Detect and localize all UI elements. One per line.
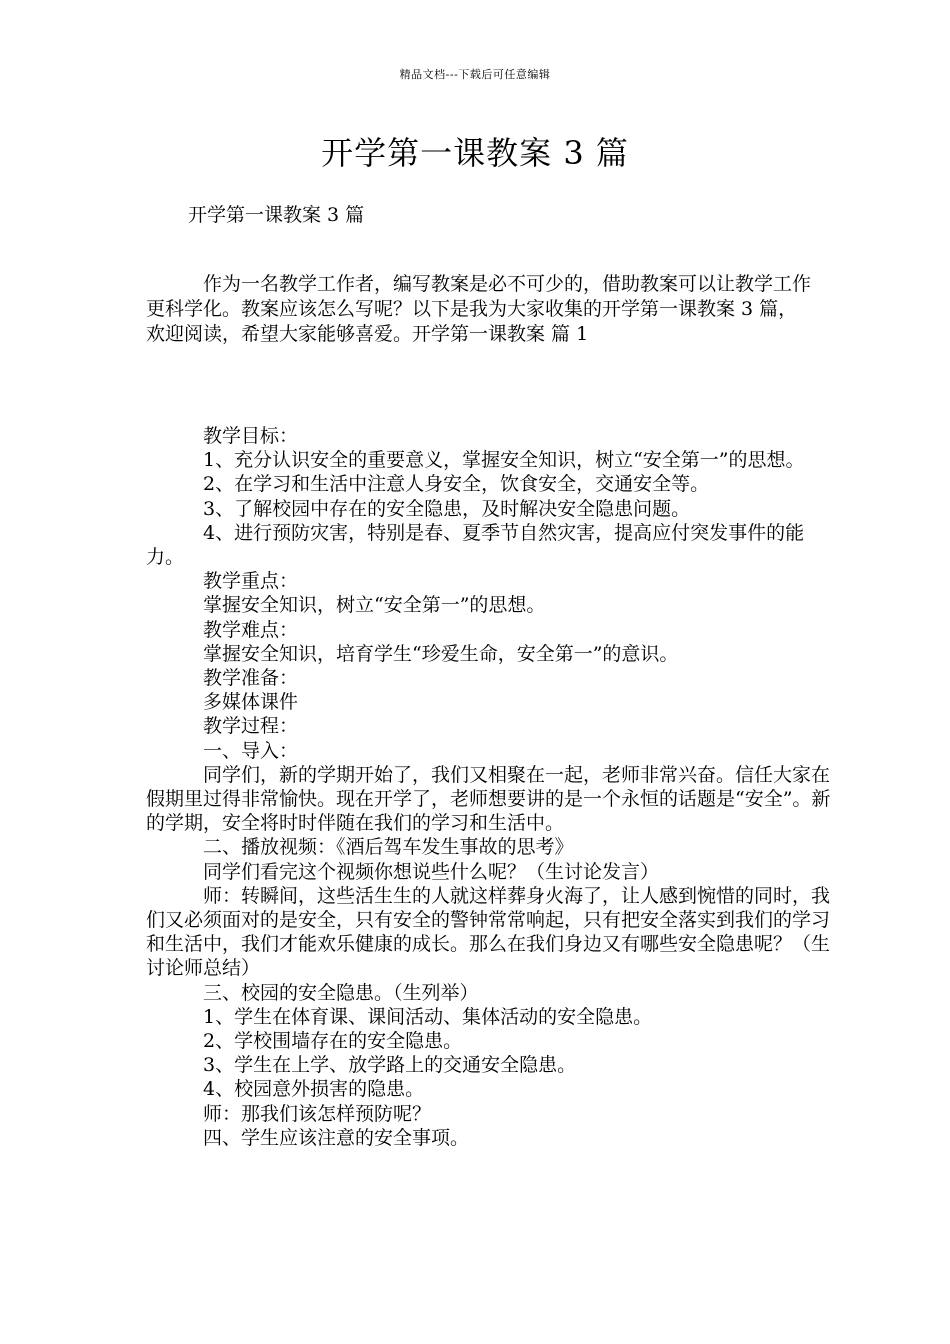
paragraph: 多媒体课件	[203, 691, 299, 714]
intro-paragraph: 作为一名教学工作者，编写教案是必不可少的，借助教案可以让教学工作更科学化。教案应该怎么写呢？以下是我为大家收集的开学第一课教案 3 篇，欢迎阅读，希望大家能够喜爱。开学第一课教案 篇 1	[146, 273, 812, 345]
paragraph: 四、学生应该注意的安全事项。	[203, 1126, 470, 1149]
paragraph: 教学目标：	[203, 425, 299, 447]
paragraph: 师：那我们该怎样预防呢？	[203, 1102, 432, 1125]
paragraph: 3、了解校园中存在的安全隐患，及时解决安全隐患问题。	[203, 497, 691, 520]
header-note: 精品文档---下载后可任意编辑	[399, 68, 551, 81]
paragraph: 2、在学习和生活中注意人身安全，饮食安全，交通安全等。	[203, 473, 710, 496]
paragraph: 二、播放视频：《酒后驾车发生事故的思考》	[203, 836, 574, 859]
lesson-body	[146, 424, 836, 1150]
paragraph: 师：转瞬间，这些活生生的人就这样葬身火海了，让人感到惋惜的同时，我们又必须面对的是安全，只有安全的警钟常常响起，只有把安全落实到我们的学习和生活中，我们才能欢乐健康的成长。那么在我们身边又有哪些安全隐患呢？（生讨论师总结）	[146, 884, 831, 980]
document-title: 开学第一课教案 3 篇	[321, 134, 629, 172]
paragraph: 掌握安全知识，培育学生“珍爱生命，安全第一”的意识。	[203, 642, 679, 665]
paragraph: 教学准备：	[203, 667, 299, 690]
paragraph: 同学们看完这个视频你想说些什么呢？（生讨论发言）	[203, 860, 660, 883]
paragraph: 一、导入：	[203, 739, 299, 762]
paragraph: 同学们，新的学期开始了，我们又相聚在一起，老师非常兴奋。信任大家在假期里过得非常愉快。现在开学了，老师想要讲的是一个永恒的话题是“安全”。新的学期，安全将时时伴随在我们的学习和生活中。	[146, 763, 831, 835]
paragraph: 三、校园的安全隐患。（生列举）	[203, 981, 479, 1004]
paragraph: 4、校园意外损害的隐患。	[203, 1078, 425, 1101]
paragraph: 教学过程：	[203, 715, 299, 738]
paragraph: 4、进行预防灾害，特别是春、夏季节自然灾害，提高应付突发事件的能力。	[146, 521, 805, 569]
paragraph: 掌握安全知识，树立“安全第一”的思想。	[203, 594, 546, 617]
paragraph: 1、学生在体育课、课间活动、集体活动的安全隐患。	[203, 1005, 653, 1028]
paragraph: 3、学生在上学、放学路上的交通安全隐患。	[203, 1054, 577, 1077]
paragraph: 2、学校围墙存在的安全隐患。	[203, 1030, 463, 1053]
document-subtitle: 开学第一课教案 3 篇	[188, 204, 365, 226]
paragraph: 教学重点：	[203, 570, 299, 593]
paragraph: 1、充分认识安全的重要意义，掌握安全知识，树立“安全第一”的思想。	[203, 449, 805, 472]
paragraph: 教学难点：	[203, 618, 299, 641]
